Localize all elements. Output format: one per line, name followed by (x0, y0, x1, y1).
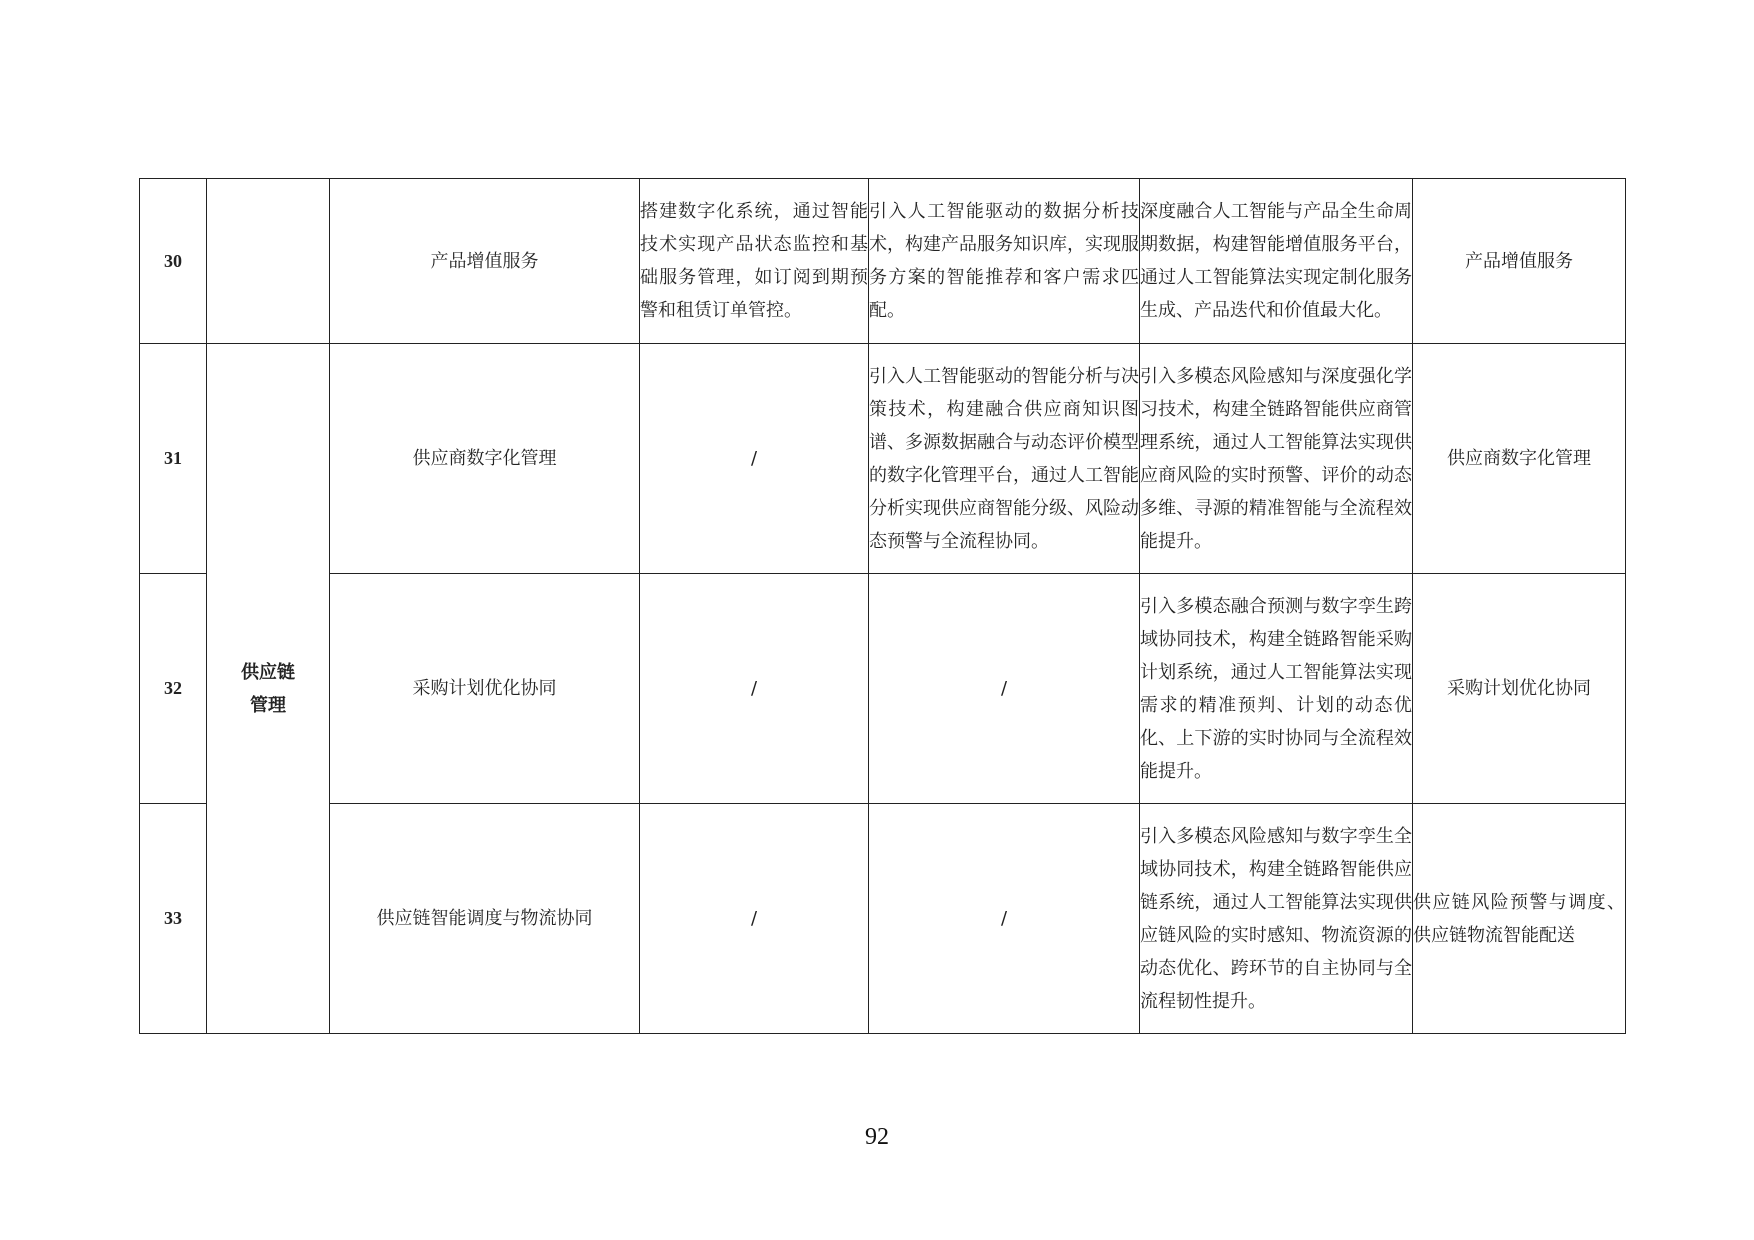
scenario-label: 采购计划优化协同 (1413, 574, 1626, 804)
row-number: 30 (140, 179, 207, 344)
table-row (140, 804, 1626, 1034)
page-number: 92 (865, 1124, 889, 1150)
table-row (140, 344, 1626, 574)
empty-level-slash: / (640, 344, 869, 574)
level-description: 引入多模态风险感知与数字孪生全域协同技术，构建全链路智能供应链系统，通过人工智能算法实现供应链风险的实时感知、物流资源的动态优化、跨环节的自主协同与全流程韧性提升。 (1140, 804, 1413, 1034)
category-line: 管理 (250, 694, 286, 716)
row-number: 32 (140, 574, 207, 804)
scenario-name: 产品增值服务 (330, 179, 640, 344)
scenario-label: 供应商数字化管理 (1413, 344, 1626, 574)
scenario-name: 采购计划优化协同 (330, 574, 640, 804)
empty-level-slash: / (640, 804, 869, 1034)
level-description: 引入多模态融合预测与数字孪生跨域协同技术，构建全链路智能采购计划系统，通过人工智能算法实现需求的精准预判、计划的动态优化、上下游的实时协同与全流程效能提升。 (1140, 574, 1413, 804)
capability-table (139, 178, 1626, 1034)
level-description: 引入人工智能驱动的智能分析与决策技术，构建融合供应商知识图谱、多源数据融合与动态评价模型的数字化管理平台，通过人工智能分析实现供应商智能分级、风险动态预警与全流程协同。 (869, 344, 1140, 574)
scenario-name: 供应商数字化管理 (330, 344, 640, 574)
level-description: 深度融合人工智能与产品全生命周期数据，构建智能增值服务平台，通过人工智能算法实现定制化服务生成、产品迭代和价值最大化。 (1140, 179, 1413, 344)
scenario-name: 供应链智能调度与物流协同 (330, 804, 640, 1034)
empty-level-slash: / (869, 804, 1140, 1034)
row-number: 31 (140, 344, 207, 574)
row-number: 33 (140, 804, 207, 1034)
scenario-label: 产品增值服务 (1413, 179, 1626, 344)
category-cell-empty (207, 179, 330, 344)
table-row (140, 179, 1626, 344)
empty-level-slash: / (869, 574, 1140, 804)
category-line: 供应链 (241, 661, 295, 683)
level-description: 搭建数字化系统，通过智能技术实现产品状态监控和基础服务管理，如订阅到期预警和租赁订单管控。 (640, 179, 869, 344)
scenario-label: 供应链风险预警与调度、供应链物流智能配送 (1413, 804, 1626, 1034)
category-cell (207, 344, 330, 1034)
level-description: 引入多模态风险感知与深度强化学习技术，构建全链路智能供应商管理系统，通过人工智能算法实现供应商风险的实时预警、评价的动态多维、寻源的精准智能与全流程效能提升。 (1140, 344, 1413, 574)
table-row (140, 574, 1626, 804)
empty-level-slash: / (640, 574, 869, 804)
level-description: 引入人工智能驱动的数据分析技术，构建产品服务知识库，实现服务方案的智能推荐和客户需求匹配。 (869, 179, 1140, 344)
